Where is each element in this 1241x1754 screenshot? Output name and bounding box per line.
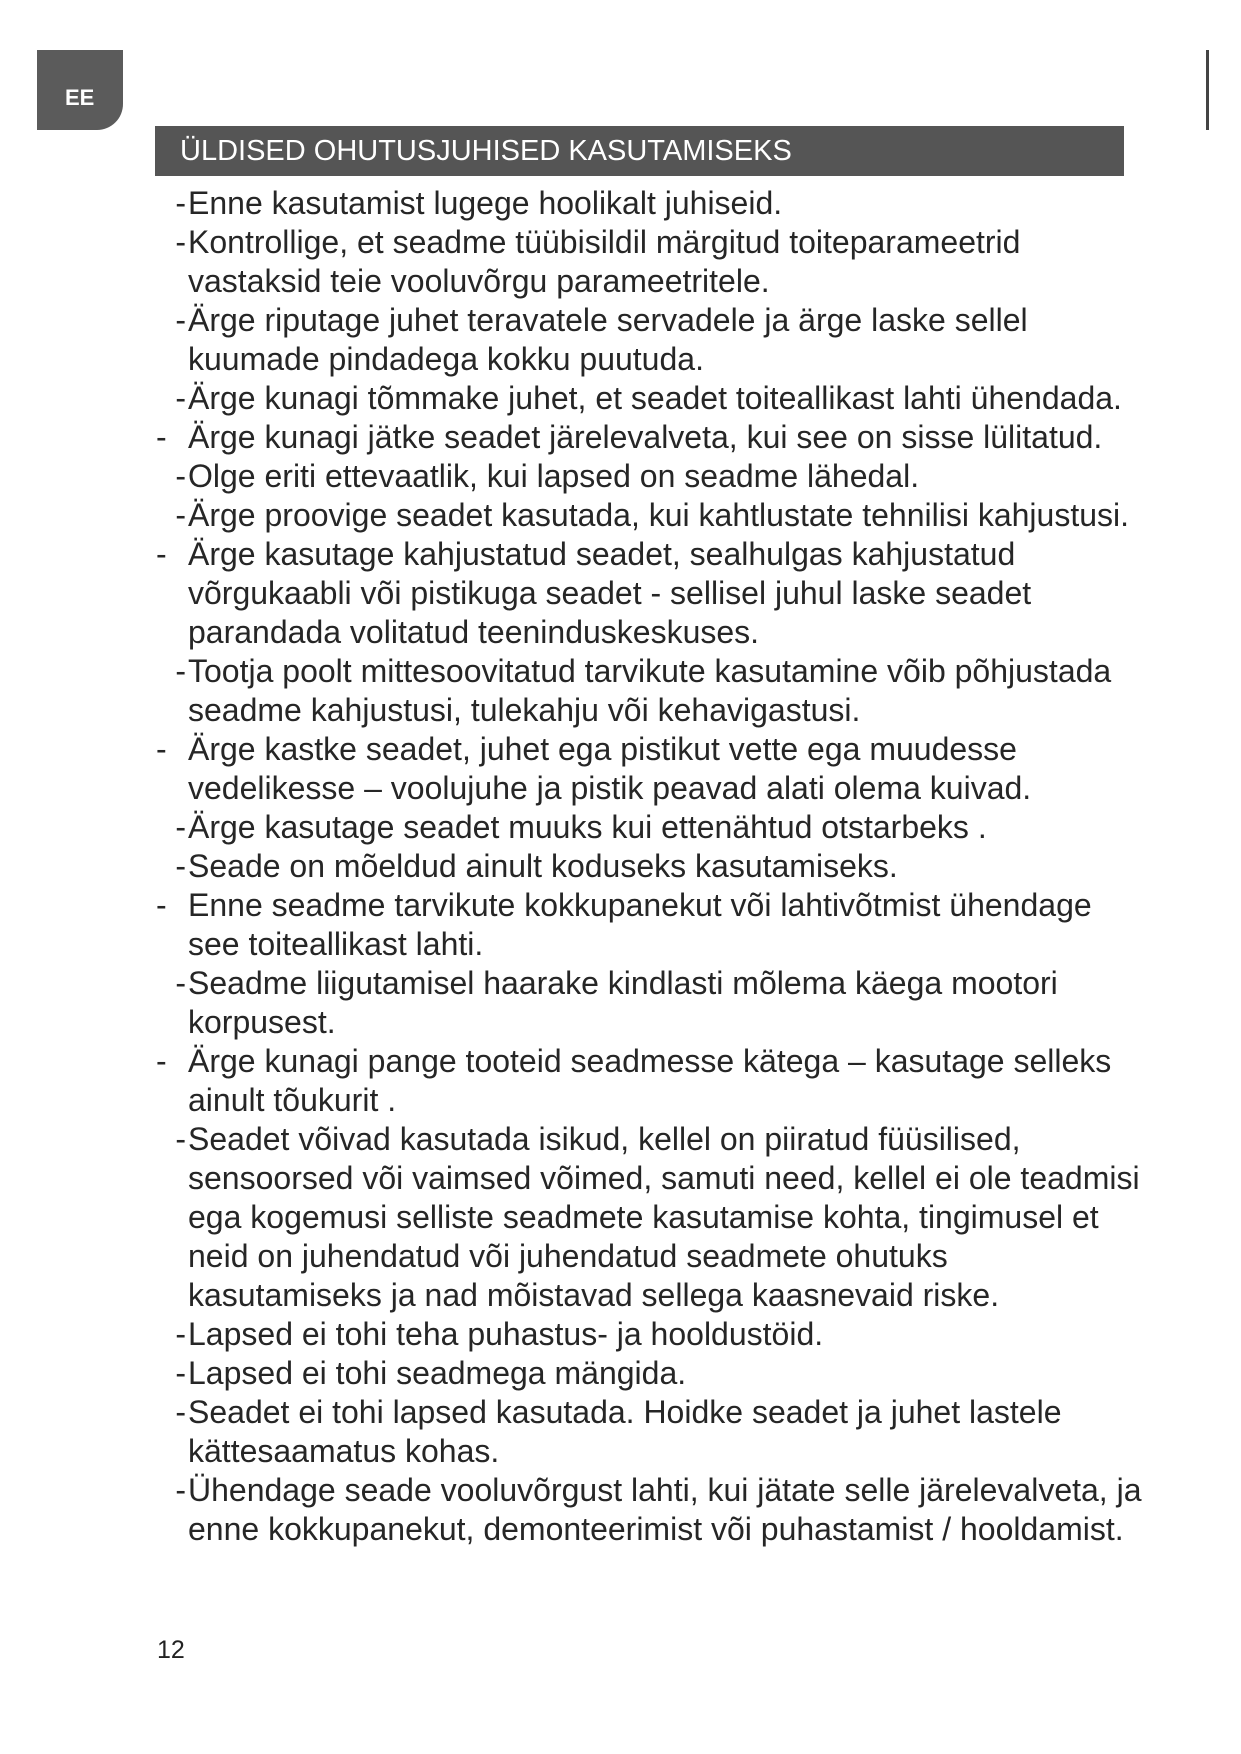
list-dash: - — [175, 1316, 186, 1352]
rule-text: Kontrollige, et seadme tüübisildil märgitud toiteparameetrid vastaksid teie vooluvõrgu parameetritele. — [188, 224, 1021, 299]
list-dash: - — [175, 497, 186, 533]
list-dash: - — [156, 1043, 167, 1079]
page-number: 12 — [157, 1636, 185, 1664]
rule-text: Ärge kasutage kahjustatud seadet, sealhulgas kahjustatud võrgukaabli või pistikuga seadet - sellisel juhul laske seadet parandada volitatud teeninduskeskuses. — [188, 536, 1032, 650]
rule-text: Seade on mõeldud ainult koduseks kasutamiseks. — [188, 848, 898, 884]
language-code: EE — [65, 85, 95, 110]
list-dash: - — [175, 848, 186, 884]
rule-text: Ärge riputage juhet teravatele servadele ja ärge laske sellel kuumade pindadega kokku puutuda. — [188, 302, 1028, 377]
list-dash: - — [175, 380, 186, 416]
list-item — [150, 730, 1150, 808]
list-item — [150, 496, 1150, 535]
section-title-bar — [155, 126, 1124, 176]
rule-text: Ärge kastke seadet, juhet ega pistikut vette ega muudesse vedelikesse – voolujuhe ja pistik peavad alati olema kuivad. — [188, 731, 1032, 806]
rule-text: Ärge kunagi tõmmake juhet, et seadet toiteallikast lahti ühendada. — [188, 380, 1122, 416]
rule-text: Ärge kunagi pange tooteid seadmesse kätega – kasutage selleks ainult tõukurit . — [188, 1043, 1112, 1118]
section-title: ÜLDISED OHUTUSJUHISED KASUTAMISEKS — [180, 135, 792, 167]
list-dash: - — [175, 1472, 186, 1508]
list-item — [150, 379, 1150, 418]
rule-text: Ärge proovige seadet kasutada, kui kahtlustate tehnilisi kahjustusi. — [188, 497, 1129, 533]
list-item — [150, 457, 1150, 496]
list-item — [150, 1315, 1150, 1354]
rule-text: Ühendage seade vooluvõrgust lahti, kui jätate selle järelevalveta, ja enne kokkupanekut, demonteerimist või puhastamist / hooldamist. — [188, 1472, 1142, 1547]
rule-text: Enne kasutamist lugege hoolikalt juhiseid. — [188, 185, 783, 221]
language-tab — [37, 50, 123, 130]
list-item — [150, 1354, 1150, 1393]
list-dash: - — [175, 185, 186, 221]
list-item — [150, 652, 1150, 730]
rule-text: Seadet ei tohi lapsed kasutada. Hoidke seadet ja juhet lastele kättesaamatus kohas. — [188, 1394, 1062, 1469]
list-dash: - — [156, 887, 167, 923]
rule-text: Ärge kasutage seadet muuks kui ettenähtud otstarbeks . — [188, 809, 987, 845]
list-dash: - — [175, 224, 186, 260]
rule-text: Ärge kunagi jätke seadet järelevalveta, kui see on sisse lülitatud. — [188, 419, 1103, 455]
safety-rules-list — [150, 184, 1150, 1549]
list-item — [150, 418, 1150, 457]
list-item — [150, 847, 1150, 886]
page-edge-marker — [1206, 50, 1209, 130]
list-item — [150, 1393, 1150, 1471]
list-dash: - — [175, 809, 186, 845]
list-item — [150, 808, 1150, 847]
list-dash: - — [175, 965, 186, 1001]
list-dash: - — [175, 1355, 186, 1391]
list-item — [150, 886, 1150, 964]
list-item — [150, 964, 1150, 1042]
list-item — [150, 223, 1150, 301]
list-dash: - — [156, 731, 167, 767]
rule-text: Tootja poolt mittesoovitatud tarvikute kasutamine võib põhjustada seadme kahjustusi, tulekahju või kehavigastusi. — [188, 653, 1112, 728]
rule-text: Seadet võivad kasutada isikud, kellel on piiratud füüsilised, sensoorsed või vaimsed võimed, samuti need, kellel ei ole teadmisi ega kogemusi selliste seadmete kasutamise kohta, tingimusel et neid on juhendatud või juhendatud seadmete ohutuks kasutamiseks ja nad mõistavad sellega kaasnevaid riske. — [188, 1121, 1140, 1313]
list-item — [150, 184, 1150, 223]
list-dash: - — [175, 302, 186, 338]
list-dash: - — [156, 536, 167, 572]
rule-text: Seadme liigutamisel haarake kindlasti mõlema käega mootori korpusest. — [188, 965, 1058, 1040]
rule-text: Lapsed ei tohi seadmega mängida. — [188, 1355, 687, 1391]
list-item — [150, 1471, 1150, 1549]
list-item — [150, 1120, 1150, 1315]
rule-text: Olge eriti ettevaatlik, kui lapsed on seadme lähedal. — [188, 458, 920, 494]
rule-text: Enne seadme tarvikute kokkupanekut või lahtivõtmist ühendage see toiteallikast lahti. — [188, 887, 1092, 962]
list-item — [150, 301, 1150, 379]
list-dash: - — [175, 653, 186, 689]
rule-text: Lapsed ei tohi teha puhastus- ja hooldustöid. — [188, 1316, 824, 1352]
list-dash: - — [175, 1394, 186, 1430]
list-item — [150, 1042, 1150, 1120]
list-item — [150, 535, 1150, 652]
list-dash: - — [156, 419, 167, 455]
list-dash: - — [175, 458, 186, 494]
list-dash: - — [175, 1121, 186, 1157]
